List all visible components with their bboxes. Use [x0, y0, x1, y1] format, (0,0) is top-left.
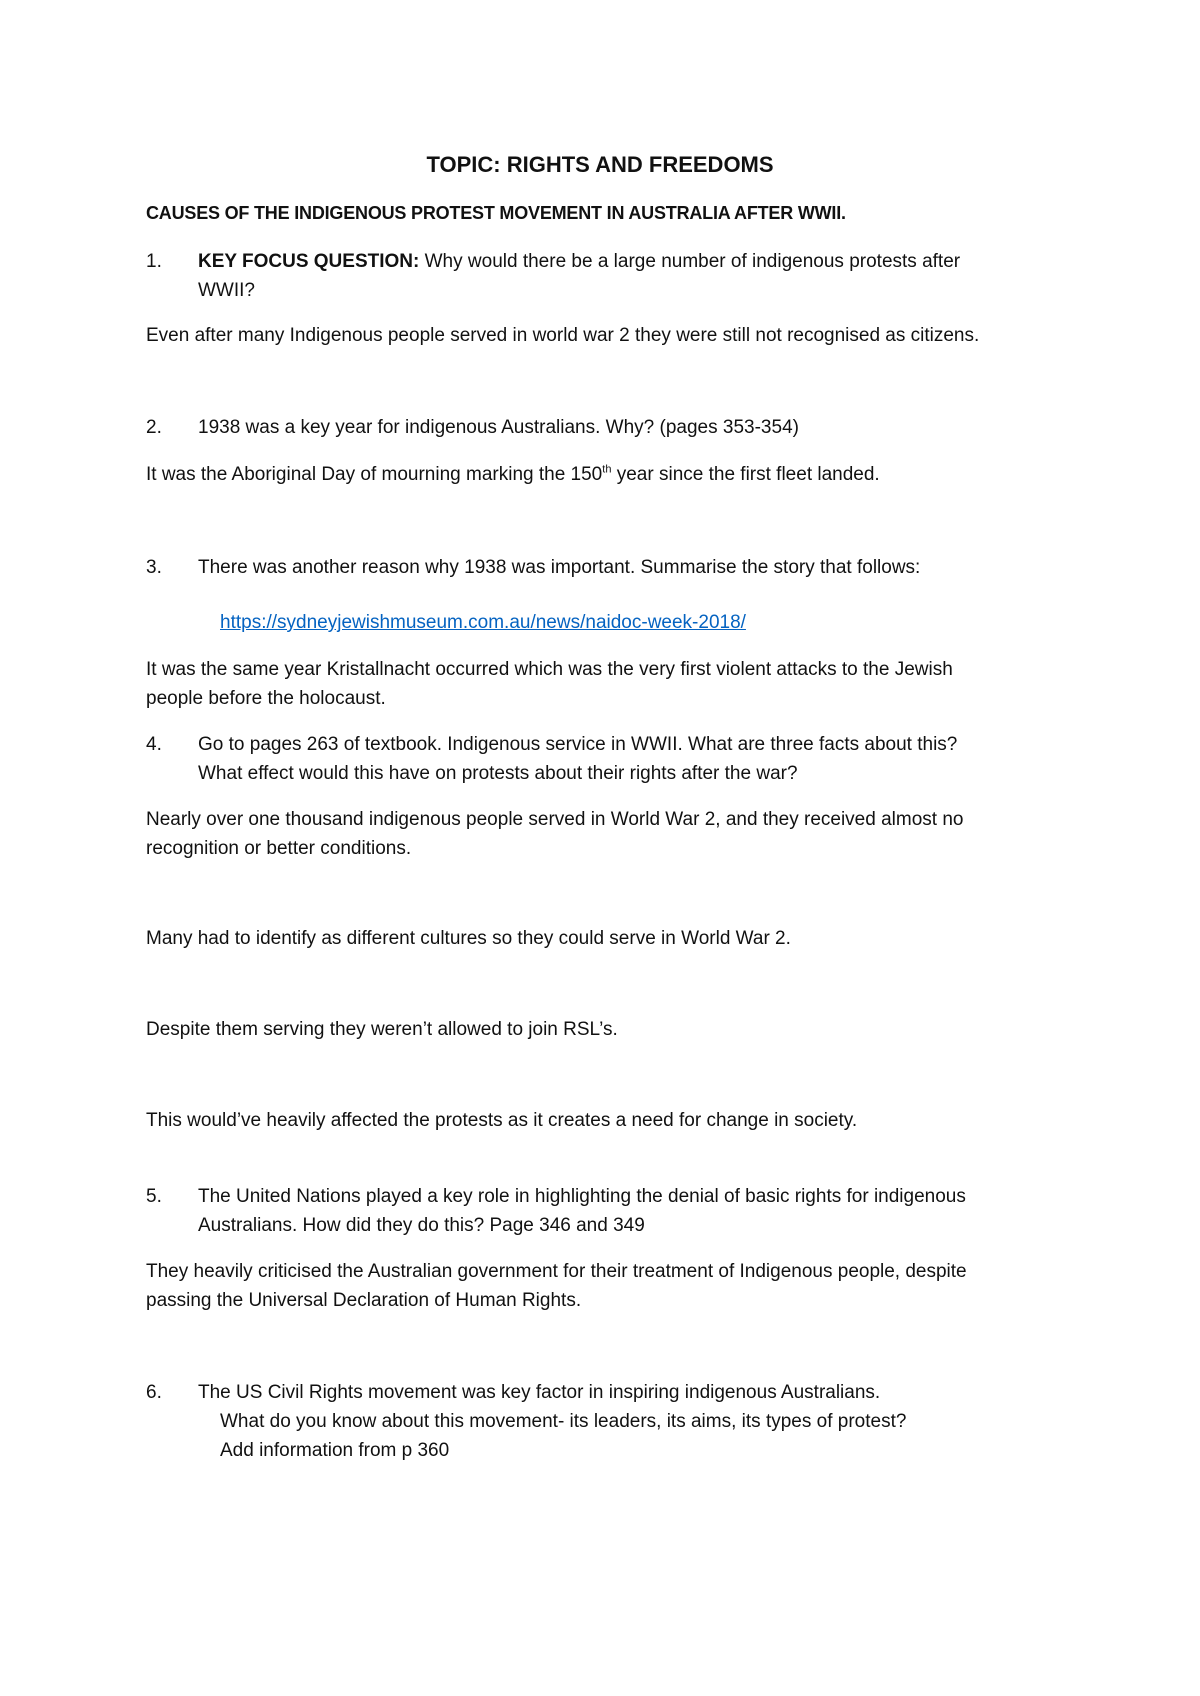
question-text: Go to pages 263 of textbook. Indigenous service in WWII. What are three facts about this?: [198, 734, 958, 755]
question-text: 1938 was a key year for indigenous Australians. Why? (pages 353-354): [198, 417, 799, 438]
question-2: [146, 413, 799, 442]
answer-4-fact-2: Many had to identify as different cultures so they could serve in World War 2.: [146, 928, 791, 949]
question-text-cont: What effect would this have on protests about their rights after the war?: [198, 763, 798, 784]
question-text: Why would there be a large number of indigenous protests after: [419, 251, 961, 272]
question-number: 5.: [146, 1186, 162, 1207]
question-text: The US Civil Rights movement was key factor in inspiring indigenous Australians.: [198, 1382, 881, 1403]
answer-line: It was the same year Kristallnacht occurred which was the very first violent attacks to the Jewish: [146, 659, 953, 680]
question-number: 3.: [146, 557, 162, 578]
answer-4: [146, 805, 963, 863]
question-text-cont: What do you know about this movement- its leaders, its aims, its types of protest?: [220, 1411, 907, 1432]
question-1: [146, 247, 960, 305]
question-6: [146, 1378, 906, 1465]
answer-1: Even after many Indigenous people served in world war 2 they were still not recognised as citizens.: [146, 325, 980, 346]
page-title: TOPIC: RIGHTS AND FREEDOMS: [426, 152, 774, 177]
answer-2: [146, 460, 880, 489]
question-4: [146, 730, 957, 788]
answer-text-end: year since the first fleet landed.: [611, 464, 880, 485]
answer-line: They heavily criticised the Australian government for their treatment of Indigenous people, despite: [146, 1261, 967, 1282]
answer-3: [146, 655, 953, 713]
question-text-cont: Add information from p 360: [220, 1440, 450, 1461]
answer-line: passing the Universal Declaration of Human Rights.: [146, 1290, 582, 1311]
question-number: 2.: [146, 417, 162, 438]
question-number: 1.: [146, 251, 162, 272]
answer-4-effect: This would’ve heavily affected the protests as it creates a need for change in society.: [146, 1110, 858, 1131]
key-focus-label: KEY FOCUS QUESTION:: [198, 251, 420, 272]
superscript: th: [602, 463, 612, 476]
question-text-cont: WWII?: [198, 280, 255, 301]
question-5: [146, 1182, 966, 1240]
answer-4-fact-3: Despite them serving they weren’t allowed to join RSL’s.: [146, 1019, 618, 1040]
question-3: [146, 553, 920, 582]
question-number: 6.: [146, 1382, 162, 1403]
answer-line: people before the holocaust.: [146, 688, 386, 709]
museum-link[interactable]: https://sydneyjewishmuseum.com.au/news/naidoc-week-2018/: [220, 612, 746, 633]
question-text: There was another reason why 1938 was important. Summarise the story that follows:: [198, 557, 921, 578]
answer-line: Nearly over one thousand indigenous people served in World War 2, and they received almost no: [146, 809, 964, 830]
answer-text: It was the Aboriginal Day of mourning marking the 150: [146, 464, 603, 485]
question-text: The United Nations played a key role in highlighting the denial of basic rights for indigenous: [198, 1186, 966, 1207]
question-number: 4.: [146, 734, 162, 755]
question-text-cont: Australians. How did they do this? Page 346 and 349: [198, 1215, 645, 1236]
answer-5: [146, 1257, 967, 1315]
answer-line: recognition or better conditions.: [146, 838, 412, 859]
subtitle: CAUSES OF THE INDIGENOUS PROTEST MOVEMENT IN AUSTRALIA AFTER WWII.: [146, 203, 846, 223]
